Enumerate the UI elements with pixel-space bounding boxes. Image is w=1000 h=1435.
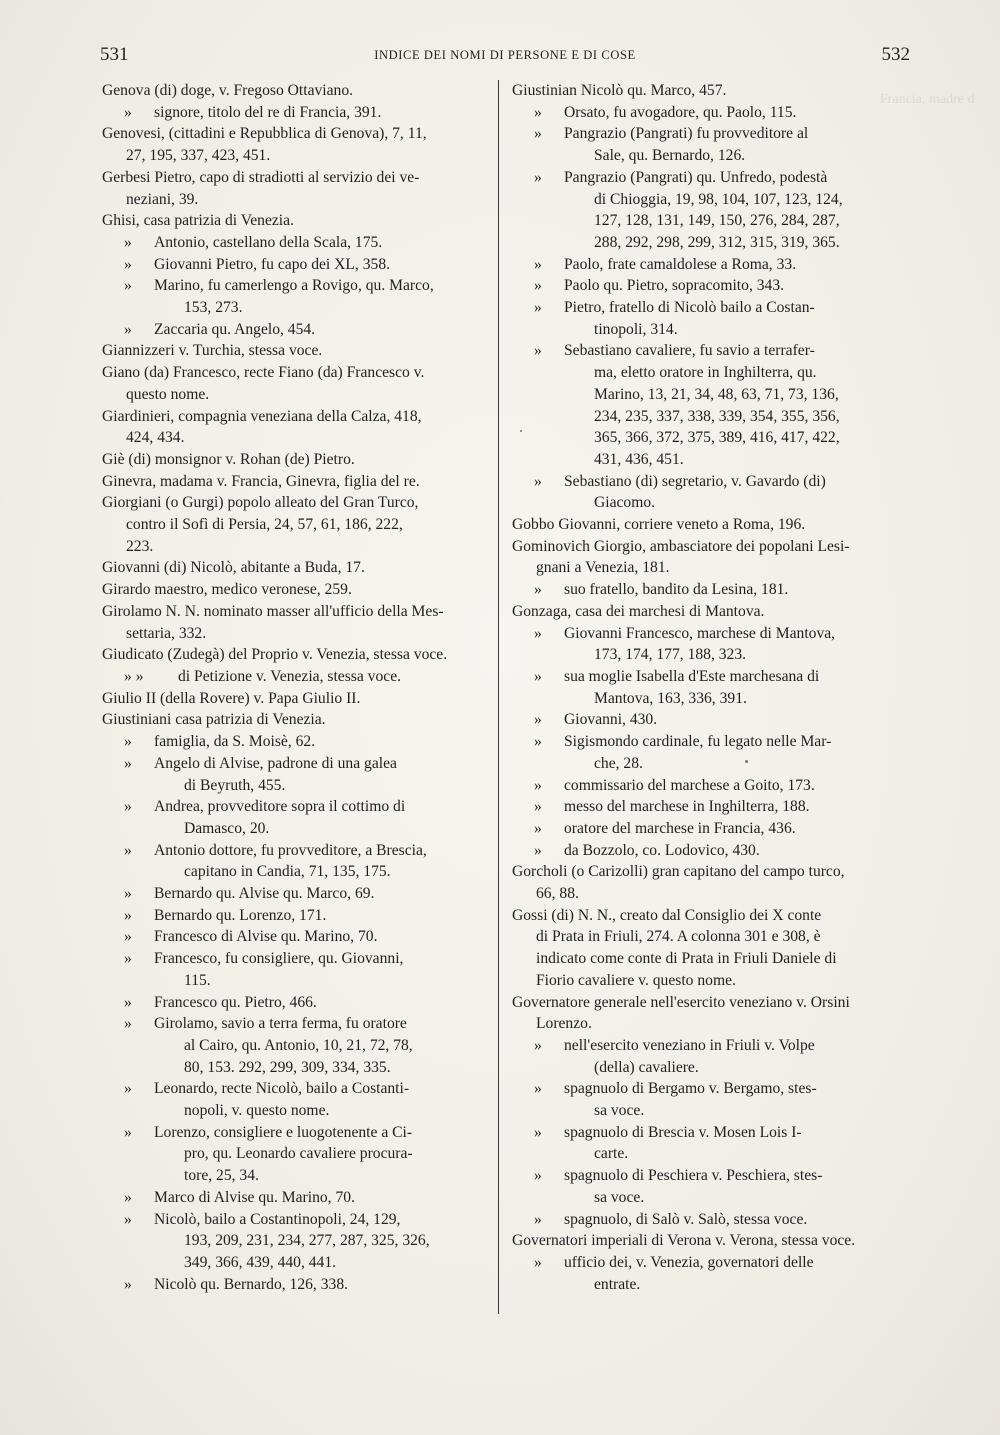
entry-line <box>102 883 490 905</box>
entry-text: famiglia, da S. Moisè, 62. <box>154 733 316 751</box>
index-subentry <box>512 297 908 340</box>
entry-text: sua moglie Isabella d'Este marchesana di <box>564 667 820 685</box>
index-entry <box>512 601 908 623</box>
index-subentry <box>512 709 908 731</box>
entry-text: Pangrazio (Pangrati) fu provveditore al <box>564 125 809 143</box>
entry-text: messo del marchese in Inghilterra, 188. <box>564 798 810 816</box>
entry-line: tinopoli, 314. <box>594 320 678 338</box>
entry-line: capitano in Candia, 71, 135, 175. <box>184 863 391 881</box>
entry-text: Francesco di Alvise qu. Marino, 70. <box>154 928 378 946</box>
entry-text: Bernardo qu. Lorenzo, 171. <box>154 906 327 924</box>
entry-line <box>512 796 908 818</box>
index-subentry <box>512 623 908 666</box>
ditto-mark: » <box>534 711 542 729</box>
entry-text: Giovanni, 430. <box>564 711 658 729</box>
entry-text: Sebastiano (di) segretario, v. Gavardo (di) <box>564 472 826 490</box>
entry-line: Girardo maestro, medico veronese, 259. <box>102 581 352 599</box>
entry-line: Damasco, 20. <box>184 819 270 837</box>
entry-text: Francesco, fu consigliere, qu. Giovanni, <box>154 950 404 968</box>
ditto-mark: » <box>534 168 542 186</box>
index-entry <box>102 644 490 666</box>
ditto-mark: » <box>534 624 542 642</box>
entry-text: Paolo, frate camaldolese a Roma, 33. <box>564 255 797 273</box>
index-entry <box>512 80 908 102</box>
entry-line <box>102 948 490 970</box>
entry-line: sa voce. <box>594 1188 645 1206</box>
ditto-mark: » <box>534 299 542 317</box>
entry-line: Gobbo Giovanni, corriere veneto a Roma, 196. <box>512 516 806 534</box>
entry-line: contro il Sofì di Persia, 24, 57, 61, 186, 222, <box>126 516 403 534</box>
index-subentry <box>512 102 908 124</box>
index-subentry <box>102 883 490 905</box>
entry-line <box>512 254 908 276</box>
ditto-mark: » <box>124 733 132 751</box>
entry-text: Lorenzo, consigliere e luogotenente a Ci- <box>154 1123 413 1141</box>
entry-line: tore, 25, 34. <box>184 1167 259 1185</box>
ditto-mark: » <box>124 1123 132 1141</box>
entry-text: signore, titolo del re di Francia, 391. <box>154 103 382 121</box>
entry-line: sa voce. <box>594 1102 645 1120</box>
index-subentry <box>102 731 490 753</box>
index-entry <box>512 1230 908 1252</box>
entry-text: Paolo qu. Pietro, sopracomito, 343. <box>564 277 785 295</box>
ditto-mark: » <box>534 472 542 490</box>
ditto-mark: » <box>534 1080 542 1098</box>
entry-text: spagnuolo di Brescia v. Mosen Lois I- <box>564 1123 802 1141</box>
index-entry <box>512 861 908 904</box>
entry-line: di Chioggia, 19, 98, 104, 107, 123, 124, <box>594 190 843 208</box>
index-subentry <box>102 666 490 688</box>
entry-line: 80, 153. 292, 299, 309, 334, 335. <box>184 1058 391 1076</box>
index-entry <box>512 536 908 579</box>
entry-line: 234, 235, 337, 338, 339, 354, 355, 356, <box>594 407 840 425</box>
index-subentry <box>512 471 908 514</box>
index-subentry <box>102 1122 490 1187</box>
entry-line: settaria, 332. <box>126 624 207 642</box>
index-subentry <box>102 1187 490 1209</box>
right-index-column <box>512 80 908 1295</box>
entry-line <box>102 992 490 1014</box>
ditto-mark: » <box>124 885 132 903</box>
entry-line: Gonzaga, casa dei marchesi di Mantova. <box>512 602 765 620</box>
entry-line <box>102 666 490 688</box>
entry-line: Marino, 13, 21, 34, 48, 63, 71, 73, 136, <box>594 385 839 403</box>
entry-line: di Prata in Friuli, 274. A colonna 301 e 308, è <box>536 928 821 946</box>
entry-text: Giovanni Pietro, fu capo dei XL, 358. <box>154 255 391 273</box>
ditto-mark: » <box>124 798 132 816</box>
paper-speck <box>745 760 748 763</box>
entry-line: 365, 366, 372, 375, 389, 416, 417, 422, <box>594 429 840 447</box>
entry-line <box>512 1122 908 1144</box>
entry-line: che, 28. <box>594 754 643 772</box>
index-entry <box>102 449 490 471</box>
left-index-column <box>102 80 490 1295</box>
index-subentry <box>512 818 908 840</box>
entry-line <box>102 1274 490 1296</box>
ditto-mark: » <box>124 754 132 772</box>
entry-line: carte. <box>594 1145 629 1163</box>
index-subentry <box>512 840 908 862</box>
entry-line <box>512 775 908 797</box>
index-entry <box>102 123 490 166</box>
entry-line: questo nome. <box>126 385 210 403</box>
index-subentry <box>512 1252 908 1295</box>
entry-text: da Bozzolo, co. Lodovico, 430. <box>564 841 760 859</box>
entry-line: 127, 128, 131, 149, 150, 276, 284, 287, <box>594 212 840 230</box>
entry-text: Francesco qu. Pietro, 466. <box>154 993 317 1011</box>
entry-line: Ghisi, casa patrizia di Venezia. <box>102 212 294 230</box>
index-entry <box>102 557 490 579</box>
ditto-mark: » <box>124 320 132 338</box>
entry-line: Girolamo N. N. nominato masser all'ufficio della Mes- <box>102 602 444 620</box>
entry-text: commissario del marchese a Goito, 173. <box>564 776 815 794</box>
entry-text: Nicolò, bailo a Costantinopoli, 24, 129, <box>154 1210 401 1228</box>
ditto-mark: » <box>534 1123 542 1141</box>
index-entry <box>102 601 490 644</box>
index-subentry <box>512 666 908 709</box>
entry-line: entrate. <box>594 1275 641 1293</box>
ditto-mark: » <box>534 798 542 816</box>
index-subentry <box>512 167 908 254</box>
entry-text: Angelo di Alvise, padrone di una galea <box>154 754 397 772</box>
index-subentry <box>512 1035 908 1078</box>
entry-line: neziani, 39. <box>126 190 199 208</box>
ditto-mark: » <box>124 1080 132 1098</box>
entry-line: Gossi (di) N. N., creato dal Consiglio dei X conte <box>512 906 822 924</box>
entry-text: Nicolò qu. Bernardo, 126, 338. <box>154 1275 349 1293</box>
ditto-mark: » <box>534 103 542 121</box>
index-entry <box>102 167 490 210</box>
entry-line: indicato come conte di Prata in Friuli Daniele di <box>536 950 837 968</box>
entry-line: Giano (da) Francesco, recte Fiano (da) Francesco v. <box>102 364 425 382</box>
entry-line <box>512 1078 908 1100</box>
ditto-mark: » » <box>124 667 144 685</box>
index-entry <box>102 471 490 493</box>
entry-line <box>512 709 908 731</box>
entry-text: Antonio, castellano della Scala, 175. <box>154 233 383 251</box>
entry-text: Andrea, provveditore sopra il cottimo di <box>154 798 406 816</box>
index-entry <box>512 905 908 992</box>
ditto-mark: » <box>124 255 132 273</box>
entry-line: Gerbesi Pietro, capo di stradiotti al servizio dei ve- <box>102 168 420 186</box>
entry-line: 349, 366, 439, 440, 441. <box>184 1253 337 1271</box>
index-subentry <box>102 905 490 927</box>
entry-line: Giovanni (di) Nicolò, abitante a Buda, 17. <box>102 559 365 577</box>
index-subentry <box>102 1274 490 1296</box>
entry-line: 66, 88. <box>536 885 579 903</box>
entry-line <box>512 1252 908 1274</box>
index-subentry <box>102 102 490 124</box>
entry-line: pro, qu. Leonardo cavaliere procura- <box>184 1145 413 1163</box>
ditto-mark: » <box>534 1210 542 1228</box>
ditto-mark: » <box>124 103 132 121</box>
ditto-mark: » <box>124 906 132 924</box>
index-subentry <box>512 1165 908 1208</box>
entry-text: Antonio dottore, fu provveditore, a Brescia, <box>154 841 427 859</box>
entry-line <box>102 753 490 775</box>
entry-text: Giovanni Francesco, marchese di Mantova, <box>564 624 836 642</box>
entry-line <box>512 1035 908 1057</box>
entry-line <box>102 102 490 124</box>
index-entry <box>102 492 490 557</box>
right-page-number: 532 <box>881 44 910 65</box>
ditto-mark: » <box>124 841 132 859</box>
entry-line: Lorenzo. <box>536 1015 592 1033</box>
entry-line <box>102 1078 490 1100</box>
entry-line: al Cairo, qu. Antonio, 10, 21, 72, 78, <box>184 1036 413 1054</box>
index-subentry <box>102 840 490 883</box>
entry-line: 27, 195, 337, 423, 451. <box>126 147 271 165</box>
index-subentry <box>102 254 490 276</box>
entry-line <box>102 319 490 341</box>
entry-line: Genovesi, (cittadini e Repubblica di Genova), 7, 11, <box>102 125 427 143</box>
entry-text: Girolamo, savio a terra ferma, fu oratore <box>154 1015 407 1033</box>
index-subentry <box>512 254 908 276</box>
entry-line <box>512 840 908 862</box>
entry-text: Zaccaria qu. Angelo, 454. <box>154 320 316 338</box>
left-page-number: 531 <box>100 44 129 65</box>
ditto-mark: » <box>534 581 542 599</box>
entry-line <box>102 1209 490 1231</box>
entry-line <box>102 840 490 862</box>
entry-text: suo fratello, bandito da Lesina, 181. <box>564 581 789 599</box>
index-subentry <box>512 123 908 166</box>
entry-text: Sebastiano cavaliere, fu savio a terrafer- <box>564 342 815 360</box>
entry-line: Fiorio cavaliere v. questo nome. <box>536 971 736 989</box>
ditto-mark: » <box>124 1188 132 1206</box>
index-entry <box>102 340 490 362</box>
entry-line <box>102 275 490 297</box>
ditto-mark: » <box>534 841 542 859</box>
column-divider <box>498 80 499 1314</box>
entry-line: Giorgiani (o Gurgi) popolo alleato del Gran Turco, <box>102 494 419 512</box>
entry-line <box>512 1209 908 1231</box>
index-subentry <box>512 775 908 797</box>
index-subentry <box>512 1078 908 1121</box>
entry-line <box>512 275 908 297</box>
entry-line <box>102 905 490 927</box>
running-header <box>100 44 910 72</box>
entry-text: spagnuolo, di Salò v. Salò, stessa voce. <box>564 1210 808 1228</box>
entry-text: Bernardo qu. Alvise qu. Marco, 69. <box>154 885 375 903</box>
ditto-mark: » <box>124 233 132 251</box>
entry-text: oratore del marchese in Francia, 436. <box>564 819 796 837</box>
entry-line: Genova (di) doge, v. Fregoso Ottaviano. <box>102 82 354 99</box>
index-subentry <box>102 1209 490 1274</box>
index-entry <box>102 80 490 102</box>
ditto-mark: » <box>534 342 542 360</box>
index-subentry <box>512 275 908 297</box>
entry-line: gnani a Venezia, 181. <box>536 559 670 577</box>
ditto-mark: » <box>124 1015 132 1033</box>
index-entry <box>102 210 490 232</box>
entry-text: spagnuolo di Peschiera v. Peschiera, stes- <box>564 1167 823 1185</box>
entry-line: 173, 174, 177, 188, 323. <box>594 646 747 664</box>
entry-text: Leonardo, recte Nicolò, bailo a Costanti- <box>154 1080 410 1098</box>
index-subentry <box>102 275 490 318</box>
entry-line: Giacomo. <box>594 494 656 512</box>
index-subentry <box>512 1122 908 1165</box>
entry-line <box>512 623 908 645</box>
entry-line: Sale, qu. Bernardo, 126. <box>594 147 746 165</box>
entry-line: Giè (di) monsignor v. Rohan (de) Pietro. <box>102 450 355 468</box>
ditto-mark: » <box>534 776 542 794</box>
entry-line: 115. <box>184 971 211 989</box>
entry-line: 288, 292, 298, 299, 312, 315, 319, 365. <box>594 233 840 251</box>
entry-line: Giudicato (Zudegà) del Proprio v. Venezia, stessa voce. <box>102 646 448 664</box>
entry-line: nopoli, v. questo nome. <box>184 1102 330 1120</box>
bleed-through: Francia, madre d <box>880 92 975 107</box>
index-subentry <box>102 926 490 948</box>
entry-line: Giannizzeri v. Turchia, stessa voce. <box>102 342 323 360</box>
entry-line <box>102 232 490 254</box>
entry-line: Governatori imperiali di Verona v. Verona, stessa voce. <box>512 1232 856 1250</box>
paper-speck <box>520 430 522 432</box>
index-entry <box>512 514 908 536</box>
index-subentry <box>102 753 490 796</box>
entry-line <box>512 471 908 493</box>
entry-line <box>102 796 490 818</box>
index-subentry <box>512 579 908 601</box>
index-entry <box>102 362 490 405</box>
index-subentry <box>102 948 490 991</box>
entry-text: Orsato, fu avogadore, qu. Paolo, 115. <box>564 103 797 121</box>
entry-line <box>512 579 908 601</box>
entry-text: Marino, fu camerlengo a Rovigo, qu. Marco, <box>154 277 434 295</box>
index-entry <box>102 709 490 731</box>
entry-line <box>512 167 908 189</box>
entry-line: 223. <box>126 537 154 555</box>
running-title: INDICE DEI NOMI DI PERSONE E DI COSE <box>374 48 636 62</box>
index-subentry <box>512 731 908 774</box>
entry-text: spagnuolo di Bergamo v. Bergamo, stes- <box>564 1080 817 1098</box>
ditto-mark: » <box>124 950 132 968</box>
entry-line <box>512 731 908 753</box>
entry-line <box>512 297 908 319</box>
ditto-mark: » <box>124 993 132 1011</box>
ditto-mark: » <box>534 1167 542 1185</box>
entry-line: Gominovich Giorgio, ambasciatore dei popolani Lesi- <box>512 537 850 555</box>
index-subentry <box>512 340 908 470</box>
entry-line <box>102 1187 490 1209</box>
entry-line <box>102 1013 490 1035</box>
entry-line <box>512 123 908 145</box>
entry-line <box>512 818 908 840</box>
ditto-mark: » <box>534 255 542 273</box>
ditto-mark: » <box>534 1036 542 1054</box>
index-subentry <box>512 1209 908 1231</box>
index-entry <box>102 579 490 601</box>
index-entry <box>102 406 490 449</box>
ditto-mark: » <box>534 125 542 143</box>
entry-line: Giardinieri, compagnia veneziana della Calza, 418, <box>102 407 422 425</box>
ditto-mark: » <box>124 1210 132 1228</box>
index-subentry <box>102 992 490 1014</box>
entry-line: 193, 209, 231, 234, 277, 287, 325, 326, <box>184 1232 430 1250</box>
entry-line: 431, 436, 451. <box>594 450 684 468</box>
entry-line <box>512 666 908 688</box>
index-entry <box>512 992 908 1035</box>
entry-line: Giustinian Nicolò qu. Marco, 457. <box>512 82 727 99</box>
index-subentry <box>102 796 490 839</box>
entry-text: Marco di Alvise qu. Marino, 70. <box>154 1188 355 1206</box>
entry-text: di Petizione v. Venezia, stessa voce. <box>178 667 402 685</box>
ditto-mark: » <box>124 1275 132 1293</box>
index-subentry <box>512 796 908 818</box>
entry-line: Giustiniani casa patrizia di Venezia. <box>102 711 326 729</box>
entry-line: Mantova, 163, 336, 391. <box>594 689 747 707</box>
entry-text: Pietro, fratello di Nicolò bailo a Costan- <box>564 299 815 317</box>
index-subentry <box>102 1078 490 1121</box>
ditto-mark: » <box>124 277 132 295</box>
ditto-mark: » <box>534 277 542 295</box>
entry-text: Pangrazio (Pangrati) qu. Unfredo, podestà <box>564 168 828 186</box>
index-subentry <box>102 232 490 254</box>
ditto-mark: » <box>534 667 542 685</box>
entry-line <box>102 254 490 276</box>
entry-line <box>512 102 908 124</box>
entry-line <box>102 731 490 753</box>
ditto-mark: » <box>534 819 542 837</box>
entry-text: nell'esercito veneziano in Friuli v. Volpe <box>564 1036 815 1054</box>
entry-line: ma, eletto oratore in Inghilterra, qu. <box>594 364 817 382</box>
entry-line: 424, 434. <box>126 429 185 447</box>
entry-line <box>102 1122 490 1144</box>
entry-line: Giulio II (della Rovere) v. Papa Giulio II. <box>102 689 361 707</box>
entry-line: (della) cavaliere. <box>594 1058 699 1076</box>
index-entry <box>102 688 490 710</box>
entry-text: ufficio dei, v. Venezia, governatori delle <box>564 1253 814 1271</box>
entry-line <box>102 926 490 948</box>
entry-line: Gorcholi (o Carizolli) gran capitano del campo turco, <box>512 863 845 881</box>
entry-line <box>512 340 908 362</box>
ditto-mark: » <box>534 1253 542 1271</box>
entry-line: 153, 273. <box>184 299 243 317</box>
index-subentry <box>102 1013 490 1078</box>
entry-line: di Beyruth, 455. <box>184 776 286 794</box>
entry-text: Sigismondo cardinale, fu legato nelle Mar- <box>564 733 832 751</box>
ditto-mark: » <box>124 928 132 946</box>
index-subentry <box>102 319 490 341</box>
entry-line: Ginevra, madama v. Francia, Ginevra, figlia del re. <box>102 472 420 490</box>
ditto-mark: » <box>534 733 542 751</box>
entry-line: Governatore generale nell'esercito veneziano v. Orsini <box>512 993 850 1011</box>
entry-line <box>512 1165 908 1187</box>
